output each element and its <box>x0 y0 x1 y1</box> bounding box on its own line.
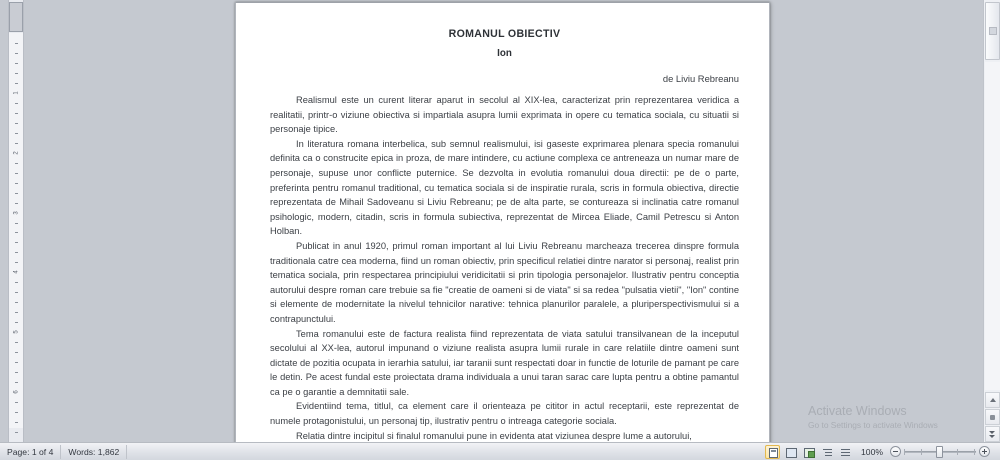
page-subtitle: Ion <box>497 48 512 59</box>
web-layout-view-button[interactable] <box>801 445 816 459</box>
ruler-tick <box>15 113 18 114</box>
ruler-number: 3 <box>13 210 20 215</box>
ruler-tick <box>15 302 18 303</box>
ruler-tick <box>15 232 18 233</box>
full-screen-reading-view-button[interactable] <box>783 445 798 459</box>
author-line: de Liviu Rebreanu <box>662 73 739 84</box>
scrollbar-track[interactable] <box>985 62 1000 390</box>
chevron-double-down-icon <box>989 431 996 438</box>
zoom-level-label[interactable]: 100% <box>861 446 883 457</box>
print-layout-icon <box>769 448 778 458</box>
next-page-button[interactable] <box>985 426 1000 442</box>
draft-icon <box>841 449 850 457</box>
ruler-number: 1 <box>13 91 20 95</box>
watermark-title: Activate Windows <box>808 404 907 418</box>
document-page[interactable] <box>235 2 770 442</box>
body-paragraph: Evidentiind tema, titlul, ca element care il orienteaza pe cititor in actul receptarii, este reprezentat de numele protagonistului, un personaj tip, ilustrativ pentru o intreaga categorie sociala. <box>270 401 739 427</box>
ruler-number: 2 <box>13 151 20 155</box>
ruler-tick <box>15 143 18 144</box>
ruler-number: 5 <box>13 330 20 334</box>
browse-navigation-buttons <box>985 392 1000 442</box>
ruler-tick <box>15 352 18 353</box>
ruler-tick <box>15 53 18 54</box>
body-paragraph: Realismul este un curent literar aparut in secolul al XIX-lea, caracterizat prin reprezentarea veridica a realitatii, printr-o viziune obiectiva si impartiala asupra lumii exprimata in opere cu tematica sociala, cu situatii si personaje tipice. <box>270 95 739 135</box>
ruler-tick <box>15 193 18 194</box>
status-bar <box>0 442 1000 460</box>
scrollbar-grip-icon <box>989 27 997 35</box>
ruler-tick <box>15 252 18 253</box>
zoom-in-button[interactable] <box>979 446 990 457</box>
scrollbar-thumb[interactable] <box>985 2 1000 60</box>
page-title: ROMANUL OBIECTIV <box>448 28 561 40</box>
ruler-tick <box>15 242 18 243</box>
body-paragraph: Publicat in anul 1920, primul roman important al lui Liviu Rebreanu marcheaza trecerea dinspre formula traditionala catre cea moderna, fiind un roman obiectiv, prin specificul relatiei dintre narator si personaj, realist prin tematica sociala, prin respectarea principiului veridicitatii si prin tipologia personajelor. Ilustrativ pentru conceptia autorului despre roman care trebuie sa fie "creatie de oameni si de viata" si sa redea "pulsatia vietii", "Ion" contine si elemente de modernitate la nivelul tehnicilor narative: tehnica planurilor paralele, a pluriperspectivismului si a contrapunctului. <box>270 240 739 324</box>
body-paragraph: In literatura romana interbelica, sub semnul realismului, isi gaseste exprimarea plenara specia romanului definita ca o construcite epica in proza, de mare intindere, cu actiune complexa ce antreneaza un numar mare de personaje, supuse unor conflicte puternice. Se dezvolta in evolutia romanului doua directii: pe de o parte, preferinta pentru romanul traditional, cu tematica sociala si de inspiratie rurala, scris in formula obiectiva, directie reprezentata de Mihail Sadoveanu si Liviu Rebreanu; pe de alta parte, se contureaza si inclinatia catre romanul psihologic, modern, citadin, scris in formula subiectiva, reprezentat de Mircea Eliade, Camil Petrescu si Anton Holban. <box>270 138 739 237</box>
ruler-scale <box>9 33 23 428</box>
ruler-tick <box>15 362 18 363</box>
web-layout-icon <box>804 448 815 458</box>
ruler-tick <box>15 103 18 104</box>
outline-icon <box>823 449 832 457</box>
previous-page-button[interactable] <box>985 392 1000 408</box>
ruler-number: 4 <box>13 270 20 275</box>
select-browse-object-button[interactable] <box>985 409 1000 425</box>
watermark-subtitle: Go to Settings to activate Windows <box>808 420 938 430</box>
ruler-tick <box>15 292 18 293</box>
vertical-scrollbar[interactable] <box>983 0 1000 442</box>
ruler-tick <box>15 402 18 403</box>
zoom-slider[interactable] <box>904 446 976 458</box>
ruler-tick <box>15 183 18 184</box>
ruler-tick <box>15 223 18 224</box>
zoom-slider-tick <box>957 449 958 455</box>
word-count-status[interactable]: Words: 1,862 <box>61 445 127 459</box>
activate-windows-watermark <box>808 403 988 432</box>
ruler-tick <box>15 173 18 174</box>
ruler-tick <box>15 382 18 383</box>
zoom-slider-thumb[interactable] <box>936 446 943 458</box>
ruler-tick <box>15 163 18 164</box>
chevron-up-icon <box>990 398 996 402</box>
ruler-tick <box>15 63 18 64</box>
ruler-tick <box>15 43 18 44</box>
ruler-tick <box>15 322 18 323</box>
full-screen-reading-icon <box>786 448 797 458</box>
zoom-out-button[interactable] <box>890 446 901 457</box>
print-layout-view-button[interactable] <box>765 445 780 459</box>
body-paragraph: Tema romanului este de factura realista fiind reprezentata de viata satului transilvanean de la inceputul secolului al XX-lea, autorul impunand o viziune realista asupra lumii rurale in care relatiile dintre oameni sunt dictate de pozitia ocupata in ierarhia satului, iar taranii sunt respectati doar in functie de loturile de pamant pe care le detin. Pe acest fundal este proiectata drama individuala a unui taran sarac care lupta pentru a obtine pamantul ca pe o garantie a demnitatii sale. <box>270 328 739 397</box>
ruler-top-margin-handle[interactable] <box>9 2 23 32</box>
ruler-tick <box>15 133 18 134</box>
zoom-slider-tick <box>921 449 922 455</box>
ruler-tick <box>15 422 18 423</box>
ruler-tick <box>15 342 18 343</box>
view-and-zoom-controls <box>765 445 1000 459</box>
vertical-ruler[interactable] <box>8 0 24 442</box>
page-number-status[interactable]: Page: 1 of 4 <box>0 445 61 459</box>
page-content-area[interactable] <box>270 27 739 442</box>
ruler-tick <box>15 203 18 204</box>
ruler-tick <box>15 432 18 433</box>
ruler-tick <box>15 412 18 413</box>
zoom-slider-tick <box>974 449 975 455</box>
ruler-tick <box>15 312 18 313</box>
body-paragraph: Relatia dintre incipitul si finalul romanului pune in evidenta atat viziunea despre lume a autorului, <box>296 430 692 441</box>
ruler-number: 6 <box>13 390 20 394</box>
ruler-tick <box>15 282 18 283</box>
zoom-slider-tick <box>904 449 905 455</box>
ruler-tick <box>15 262 18 263</box>
ruler-tick <box>15 73 18 74</box>
draft-view-button[interactable] <box>837 445 852 459</box>
ruler-tick <box>15 372 18 373</box>
browse-object-icon <box>990 415 995 420</box>
ruler-tick <box>15 83 18 84</box>
outline-view-button[interactable] <box>819 445 834 459</box>
ruler-tick <box>15 123 18 124</box>
